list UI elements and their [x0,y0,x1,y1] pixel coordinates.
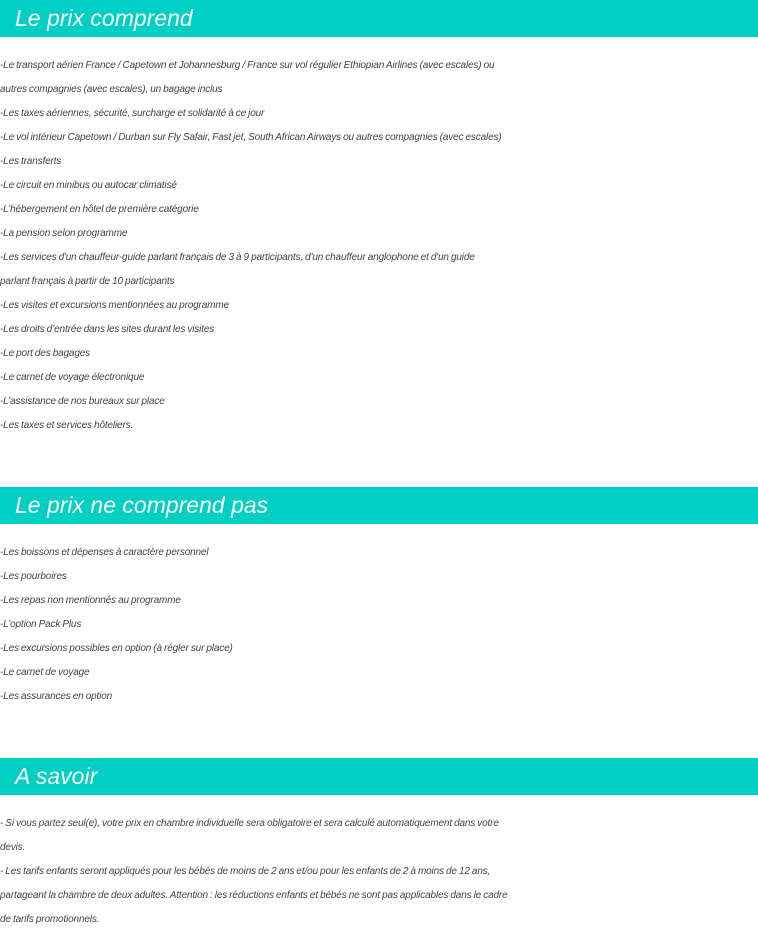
list-item: -Le port des bagages [0,348,91,359]
excludes-list [0,524,758,709]
list-item: -Le carnet de voyage [0,667,90,678]
section-price-includes [0,0,758,438]
list-item: -Le carnet de voyage électronique [0,372,145,383]
list-item: -Les services d'un chauffeur-guide parlant français de 3 à 9 participants, d'un chauffeur anglophone et d'un guide [0,252,475,263]
list-item: -Le vol intérieur Capetown / Durban sur Fly Safair, Fast jet, South African Airways ou autres compagnies (avec escales) [0,132,502,143]
info-line: - Les tarifs enfants seront appliqués pour les bébés de moins de 2 ans et/ou pour les enfants de 2 à moins de 12 ans, [0,866,491,877]
list-item: -La pension selon programme [0,228,128,239]
includes-list [0,37,758,438]
info-line: - Si vous partez seul(e), votre prix en chambre individuelle sera obligatoire et sera calculé automatiquement dans votre [0,818,499,829]
section-header [0,487,758,524]
list-item: -Les boissons et dépenses à caractère personnel [0,547,209,558]
list-item: -L’hébergement en hôtel de première catégorie [0,204,199,215]
list-item: -Les droits d’entrée dans les sites durant les visites [0,324,215,335]
info-line: de tarifs promotionnels. [0,914,100,925]
list-item: -Le transport aérien France / Capetown et Johannesburg / France sur vol régulier Ethiopian Airlines (avec escales) ou [0,60,495,71]
section-good-to-know [0,758,758,932]
info-line: partageant la chambre de deux adultes. Attention : les réductions enfants et bébés ne sont pas applicables dans le cadre [0,890,508,901]
list-item: autres compagnies (avec escales), un bagage inclus [0,84,223,95]
list-item: -Les assurances en option [0,691,113,702]
list-item: -Les taxes et services hôteliers. [0,420,134,431]
section-header [0,758,758,795]
list-item: -Les excursions possibles en option (à régler sur place) [0,643,233,654]
list-item: -Les transferts [0,156,62,167]
section-header [0,0,758,37]
section-title: Le prix comprend [15,5,193,31]
list-item: -Les pourboires [0,571,67,582]
list-item: -Les visites et excursions mentionnées au programme [0,300,229,311]
list-item: -L’option Pack Plus [0,619,82,630]
list-item: -Les repas non mentionnés au programme [0,595,181,606]
list-item: parlant français à partir de 10 participants [0,276,175,287]
section-title: A savoir [15,763,98,789]
list-item: -L’assistance de nos bureaux sur place [0,396,165,407]
section-price-excludes [0,487,758,709]
list-item: -Les taxes aériennes, sécurité, surcharge et solidarité à ce jour [0,108,265,119]
info-line: devis. [0,842,26,853]
section-title: Le prix ne comprend pas [15,492,269,518]
list-item: -Le circuit en minibus ou autocar climatisé [0,180,177,191]
info-list [0,795,758,932]
